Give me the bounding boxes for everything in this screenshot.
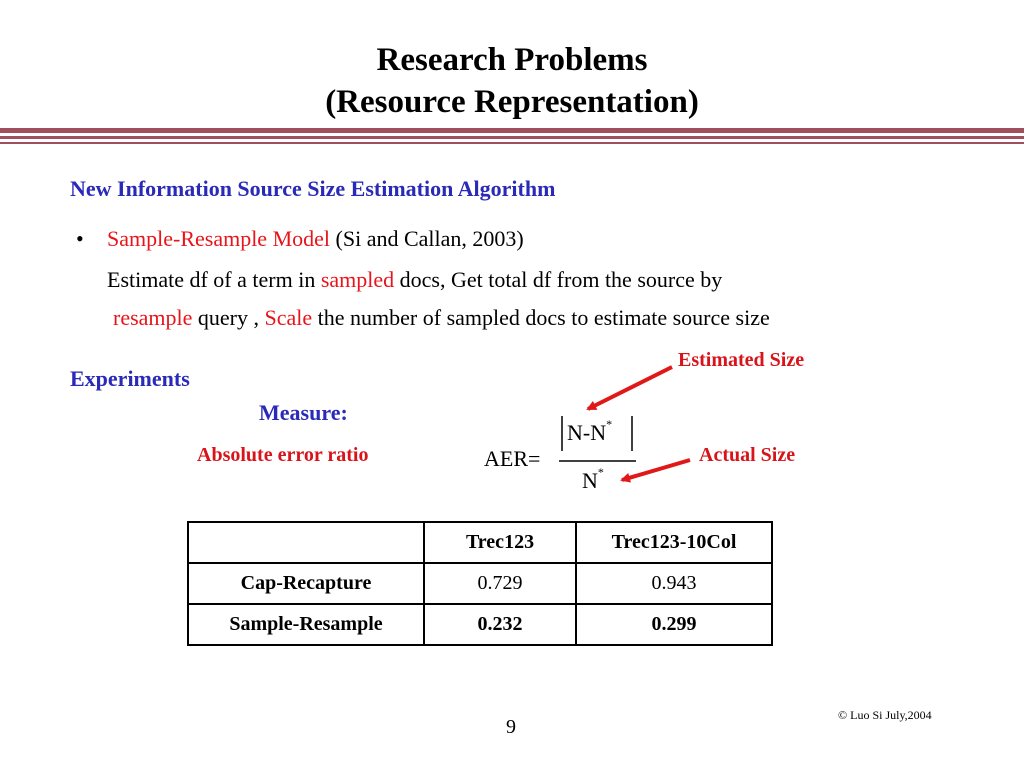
formula-denominator-text: N — [582, 468, 598, 493]
table-row — [188, 604, 772, 645]
formula-numerator-sup: * — [606, 416, 613, 431]
table-cell: 0.232 — [424, 604, 576, 645]
table-header-empty — [188, 522, 424, 563]
table-row-label: Sample-Resample — [188, 604, 424, 645]
desc-red-sampled: sampled — [320, 267, 395, 292]
arrow-estimated-size — [588, 367, 672, 409]
table-header-trec123: Trec123 — [424, 522, 576, 563]
desc-text-c: query , — [197, 305, 259, 330]
formula-numerator-text: N-N — [567, 420, 607, 445]
formula-denominator-sup: * — [597, 464, 604, 479]
annotation-estimated-size: Estimated Size — [678, 349, 805, 371]
annotation-actual-size: Actual Size — [699, 444, 796, 466]
desc-text-d: the number of sampled docs to estimate source size — [317, 305, 770, 330]
table-header-row — [188, 522, 772, 563]
desc-red-scale: Scale — [264, 305, 313, 330]
copyright-note: © Luo Si July,2004 — [838, 708, 932, 722]
bullet-symbol: • — [76, 226, 84, 251]
bullet-citation: (Si and Callan, 2003) — [335, 226, 524, 251]
results-table — [187, 521, 773, 646]
section-heading-algorithm: New Information Source Size Estimation Algorithm — [70, 176, 556, 201]
table-cell: 0.729 — [424, 563, 576, 604]
table-row-label: Cap-Recapture — [188, 563, 424, 604]
desc-text-a: Estimate df of a term in — [107, 267, 316, 292]
section-heading-experiments: Experiments — [70, 366, 190, 391]
bullet-model-name: Sample-Resample Model — [107, 226, 331, 251]
table-cell: 0.299 — [576, 604, 772, 645]
desc-red-resample: resample — [113, 305, 193, 330]
slide-title-line2: (Resource Representation) — [325, 84, 699, 120]
table-header-trec123-10col: Trec123-10Col — [576, 522, 772, 563]
page-number: 9 — [506, 716, 516, 738]
arrow-actual-size — [622, 460, 690, 480]
slide-title-line1: Research Problems — [376, 42, 648, 78]
aer-label: Absolute error ratio — [197, 444, 369, 466]
table-row — [188, 563, 772, 604]
desc-text-b: docs, Get total df from the source by — [399, 267, 723, 292]
table-cell: 0.943 — [576, 563, 772, 604]
measure-label: Measure: — [259, 400, 348, 425]
formula-lhs: AER= — [484, 446, 541, 471]
